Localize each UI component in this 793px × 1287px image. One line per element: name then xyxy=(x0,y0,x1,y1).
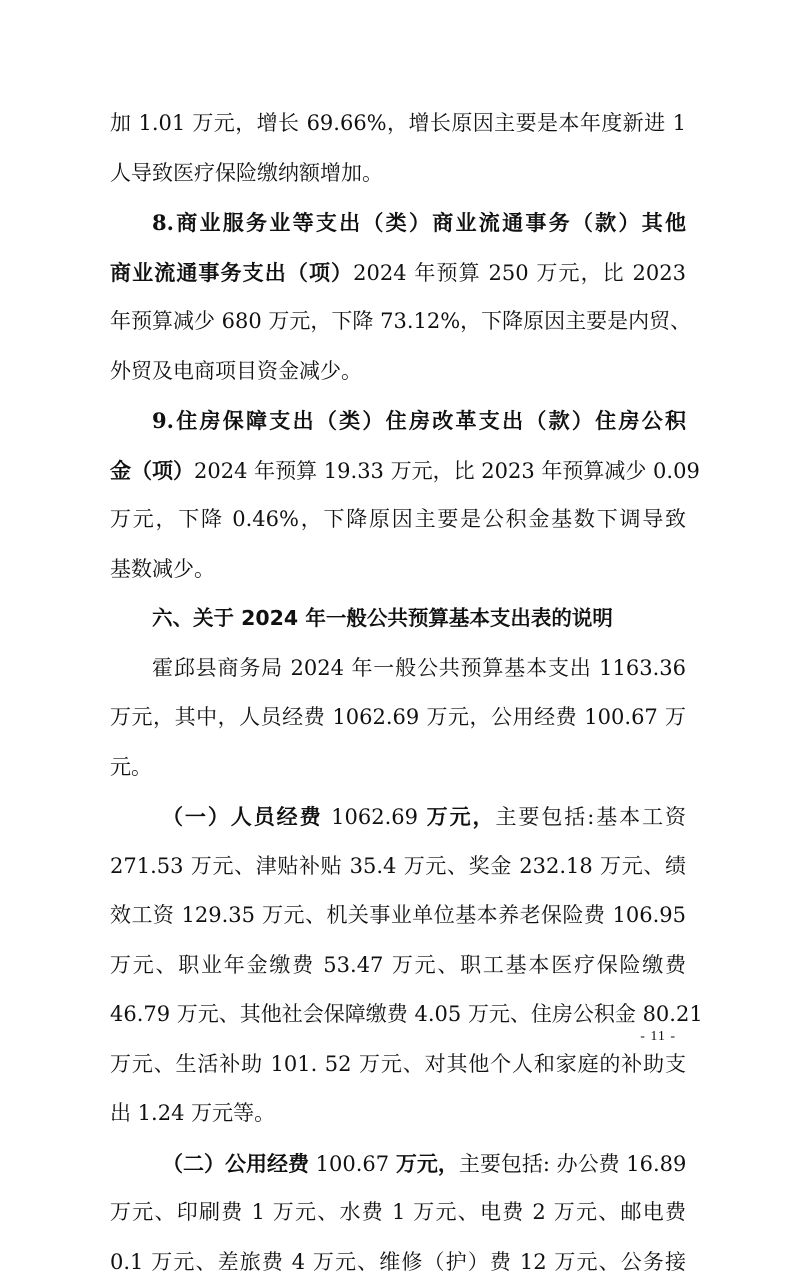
line-text: 100.67 xyxy=(309,1152,396,1176)
line-text: 2024 年预算 250 万元，比 2023 xyxy=(353,261,686,285)
line-text: 加 1.01 万元，增长 69.66%，增长原因主要是本年度新进 1 xyxy=(110,111,686,135)
body-line xyxy=(110,693,686,743)
line-text: 1062.69 xyxy=(323,805,427,829)
line-text: 人导致医疗保险缴纳额增加。 xyxy=(110,161,383,185)
line-text: 主要包括:基本工资 xyxy=(495,805,686,829)
section-8-heading xyxy=(110,198,686,248)
section-6-heading xyxy=(110,594,686,644)
line-text: 0.1 万元、差旅费 4 万元、维修（护）费 12 万元、公务接 xyxy=(110,1250,686,1274)
line-bold-text: 9.住房保障支出（类）住房改革支出（款）住房公积 xyxy=(152,408,686,433)
line-text: 万元、职业年金缴费 53.47 万元、职工基本医疗保险缴费 xyxy=(110,953,686,977)
line-text: 2024 年预算 19.33 万元，比 2023 年预算减少 0.09 xyxy=(194,459,700,483)
line-text: 万元、生活补助 101. 52 万元、对其他个人和家庭的补助支 xyxy=(110,1052,686,1076)
body-line xyxy=(110,446,686,496)
body-line xyxy=(110,149,686,199)
body-line xyxy=(110,1040,686,1090)
body-line xyxy=(110,990,686,1040)
line-bold-text: （二）公用经费 xyxy=(162,1151,309,1176)
line-text: 效工资 129.35 万元、机关事业单位基本养老保险费 106.95 xyxy=(110,903,686,927)
body-line xyxy=(110,347,686,397)
line-text: 霍邱县商务局 2024 年一般公共预算基本支出 1163.36 xyxy=(152,656,686,680)
line-text: 基数减少。 xyxy=(110,557,215,581)
heading-text: 六、关于 2024 年一般公共预算基本支出表的说明 xyxy=(152,606,613,630)
line-bold-text: 万元， xyxy=(396,1151,459,1176)
body-line xyxy=(110,1089,686,1139)
body-line xyxy=(110,842,686,892)
page-number: - 11 - xyxy=(640,1029,676,1045)
subsection-public-heading xyxy=(110,1139,686,1189)
body-line xyxy=(110,297,686,347)
body-line xyxy=(110,495,686,545)
line-text: 万元、印刷费 1 万元、水费 1 万元、电费 2 万元、邮电费 xyxy=(110,1200,686,1224)
line-text: 万元，其中，人员经费 1062.69 万元，公用经费 100.67 万 xyxy=(110,705,686,729)
line-bold-text: 商业流通事务支出（项） xyxy=(110,260,353,285)
line-text: 外贸及电商项目资金减少。 xyxy=(110,359,362,383)
body-line xyxy=(110,1188,686,1238)
line-bold-text: 金（项） xyxy=(110,458,194,483)
line-text: 271.53 万元、津贴补贴 35.4 万元、奖金 232.18 万元、绩 xyxy=(110,854,686,878)
line-text: 出 1.24 万元等。 xyxy=(110,1101,275,1125)
line-bold-text: 万元， xyxy=(427,804,496,829)
line-text: 元。 xyxy=(110,755,152,779)
line-text: 年预算减少 680 万元，下降 73.12%，下降原因主要是内贸、 xyxy=(110,309,691,333)
subsection-personnel-heading xyxy=(110,792,686,842)
body-line xyxy=(110,891,686,941)
line-bold-text: 8.商业服务业等支出（类）商业流通事务（款）其他 xyxy=(152,210,686,235)
line-text: 46.79 万元、其他社会保障缴费 4.05 万元、住房公积金 80.21 xyxy=(110,1002,703,1026)
body-line xyxy=(110,644,686,694)
line-text: 主要包括: 办公费 16.89 xyxy=(459,1152,687,1176)
section-9-heading xyxy=(110,396,686,446)
body-line xyxy=(110,1238,686,1287)
document-page xyxy=(110,99,686,1287)
line-bold-text: （一）人员经费 xyxy=(162,804,323,829)
body-line xyxy=(110,941,686,991)
body-line xyxy=(110,545,686,595)
body-line xyxy=(110,99,686,149)
line-text: 万元，下降 0.46%，下降原因主要是公积金基数下调导致 xyxy=(110,507,686,531)
body-line xyxy=(110,743,686,793)
body-line xyxy=(110,248,686,298)
